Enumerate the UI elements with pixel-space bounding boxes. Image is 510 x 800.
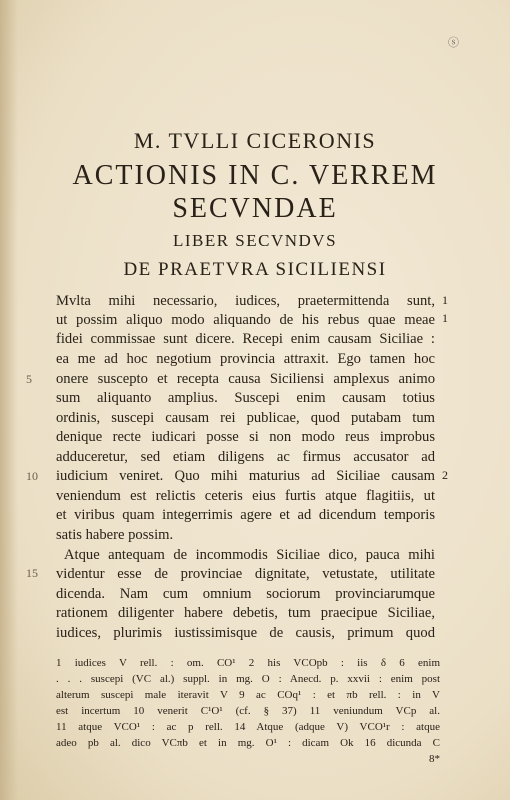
body-text-line: videntur esse de provinciae dignitate, vetustate, utilitate [56,566,435,582]
work-title-heading: ACTIONIS IN C. VERREM [72,160,438,191]
line-number-marker: 15 [26,566,38,580]
library-stamp-mark: ⓢ [448,37,459,49]
body-text-line: ut possim aliquo modo aliquando de his rebus quae meae [56,312,435,328]
body-text-line: iudices, plurimis iustissimisque de causis, primum quod [56,625,435,641]
body-text-line: veniendum est relictis ceteris eius furtis atque flagitiis, ut [56,488,435,504]
section-number-marker: 1 [442,311,448,325]
body-text-line: adduceretur, sed etiam diligens ac firmus accusator ad [56,449,435,465]
body-text-line: ea me ad hoc negotium provincia attraxit. Ego tamen hoc [56,351,435,367]
apparatus-line: . . . suscepi (VC al.) suppl. in mg. O : Anecd. p. xxvii : enim post [56,673,440,685]
body-text-line: iudicium veniret. Quo mihi maturius ad Siciliae causam [56,468,435,484]
body-text-line: Mvlta mihi necessario, iudices, praetermittenda sunt, [56,293,435,309]
book-heading: LIBER SECVNDVS [172,231,338,250]
apparatus-line: 11 atque VCO¹ : ac p rell. 14 Atque (adque V) VCO¹r : atque [56,721,440,733]
printer-signature: 8* [429,753,440,765]
apparatus-line: alterum suscepi male iteravit V 9 ac COq¹ : et πb rell. : in V [56,689,440,701]
section-heading: DE PRAETVRA SICILIENSI [123,259,387,280]
body-text-line: dicenda. Nam cum omnium sociorum provinciarumque [56,586,435,602]
author-heading: M. TVLLI CICERONIS [133,128,377,153]
section-number-marker: 2 [442,468,448,482]
line-number-marker: 10 [26,469,38,483]
apparatus-line: adeo pb al. dico VCπb et in mg. O¹ : dicam Ok 16 dicunda C [56,737,440,749]
body-text-line: denique recte iudicari posse si non modo reus improbus [56,429,435,445]
body-text-line: rationem diligenter habere debetis, tum praecipue Siciliae, [56,605,435,621]
apparatus-line: est incertum 10 venerit C¹O¹ (cf. § 37) 11 veniundum VCp al. [56,705,440,717]
work-subtitle-heading: SECVNDAE [172,193,338,224]
apparatus-line: 1 iudices V rell. : om. CO¹ 2 his VCOpb : iis δ 6 enim [56,657,440,669]
body-text-line: onere suscepto et recepta causa Siciliensi amplexus animo [56,371,435,387]
body-text-line: satis habere possim. [56,527,174,543]
section-number-marker: 1 [442,293,448,307]
body-text-line: Atque antequam de incommodis Siciliae dico, pauca mihi [64,547,435,563]
page-edge-shadow [0,0,18,800]
body-text-line: sum aliquanto amplius. Suscepi enim causam totius [56,390,435,406]
line-number-marker: 5 [26,372,32,386]
body-text-line: et viribus quam integerrimis agere et ad dicendum temporis [56,507,435,523]
body-text-line: fidei commissae sunt dicere. Recepi enim causam Siciliae : [56,331,435,347]
body-text-line: ordinis, suscepi causam rei publicae, quod putabam tum [56,410,435,426]
